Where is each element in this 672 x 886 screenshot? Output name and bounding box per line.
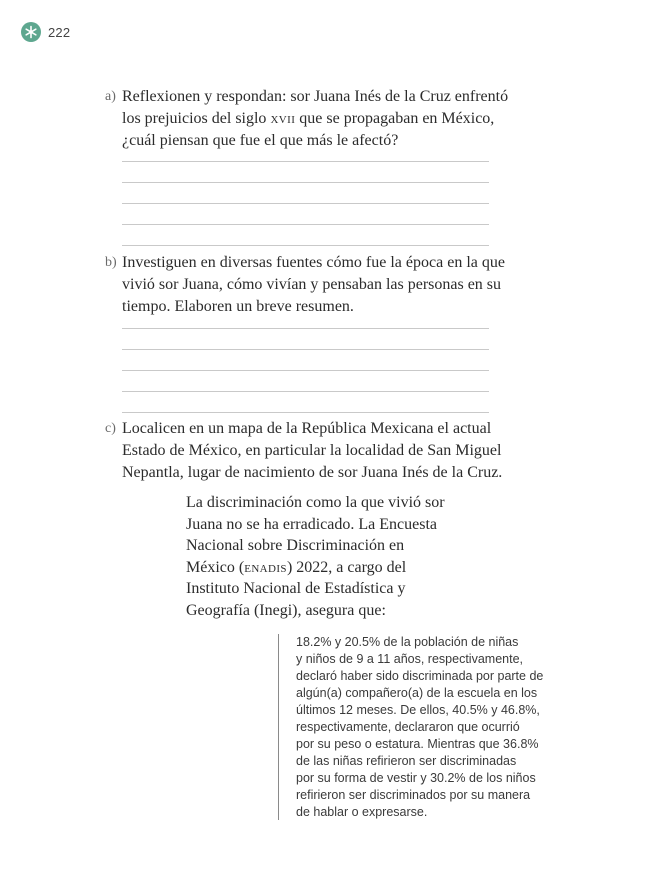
question-a — [105, 86, 509, 152]
page-number: 222 — [48, 24, 71, 40]
quote-line: respectivamente, declararon que ocurrió — [296, 720, 520, 734]
intro-line: Geografía (Inegi), asegura que: — [186, 601, 386, 619]
answer-line[interactable] — [122, 349, 489, 350]
quote-line: 18.2% y 20.5% de la población de niñas — [296, 635, 519, 649]
quote-line: declaró haber sido discriminada por parte de — [296, 669, 544, 683]
answer-line[interactable] — [122, 412, 489, 413]
question-letter: c) — [105, 421, 116, 436]
quote-line: algún(a) compañero(a) de la escuela en los — [296, 686, 538, 700]
quote-line: de hablar o expresarse. — [296, 805, 428, 819]
question-text-line: Reflexionen y respondan: sor Juana Inés de la Cruz enfrentó — [122, 88, 509, 105]
quote-line: por su forma de vestir y 30.2% de los niños — [296, 771, 536, 785]
question-text-line: ¿cuál piensan que fue el que más le afectó? — [122, 132, 399, 149]
question-text-line — [122, 108, 508, 130]
quote-line: de las niñas refirieron ser discriminadas — [296, 754, 517, 768]
snowflake-icon — [24, 25, 38, 39]
intro-line: La discriminación como la que vivió sor — [186, 494, 445, 511]
question-text-line: Nepantla, lugar de nacimiento de sor Juana Inés de la Cruz. — [122, 464, 503, 481]
answer-line[interactable] — [122, 391, 489, 392]
quote-line: refirieron ser discriminados por su manera — [296, 788, 531, 802]
intro-line: Instituto Nacional de Estadística y — [186, 580, 406, 598]
question-text-line: Localicen en un mapa de la República Mexicana el actual — [122, 420, 492, 437]
intro-line — [186, 557, 486, 579]
quote-line: por su peso o estatura. Mientras que 36.8% — [296, 737, 539, 751]
intro-paragraph — [186, 492, 486, 622]
question-text-line: Investiguen en diversas fuentes cómo fue la época en la que — [122, 254, 505, 271]
question-text-fragment: que se propagaban en México, — [295, 110, 495, 127]
intro-fragment: ) 2022, a cargo del — [286, 558, 407, 576]
question-letter: a) — [105, 89, 116, 104]
answer-line[interactable] — [122, 370, 489, 371]
question-letter: b) — [105, 255, 117, 270]
enadis-acronym: enadis — [244, 558, 287, 576]
page-header — [21, 22, 70, 42]
question-text-fragment: los prejuicios del siglo — [122, 110, 271, 127]
statistics-quote — [278, 634, 543, 820]
answer-line[interactable] — [122, 224, 489, 225]
answer-line[interactable] — [122, 245, 489, 246]
answer-line[interactable] — [122, 182, 489, 183]
question-b — [105, 252, 505, 318]
question-text-line: Estado de México, en particular la localidad de San Miguel — [122, 442, 502, 459]
century-numeral: xvii — [270, 110, 296, 127]
intro-line: Nacional sobre Discriminación en — [186, 537, 405, 555]
quote-line: y niños de 9 a 11 años, respectivamente, — [296, 652, 523, 666]
answer-line[interactable] — [122, 328, 489, 329]
question-c — [105, 418, 505, 484]
question-text-line: vivió sor Juana, cómo vivían y pensaban las personas en su — [122, 276, 502, 293]
answer-line[interactable] — [122, 161, 489, 162]
answer-line[interactable] — [122, 203, 489, 204]
intro-fragment: México ( — [186, 558, 245, 576]
intro-line: Juana no se ha erradicado. La Encuesta — [186, 515, 437, 533]
question-text-line: tiempo. Elaboren un breve resumen. — [122, 298, 354, 315]
quote-line: últimos 12 meses. De ellos, 40.5% y 46.8%, — [296, 703, 540, 717]
page-badge — [21, 22, 41, 42]
